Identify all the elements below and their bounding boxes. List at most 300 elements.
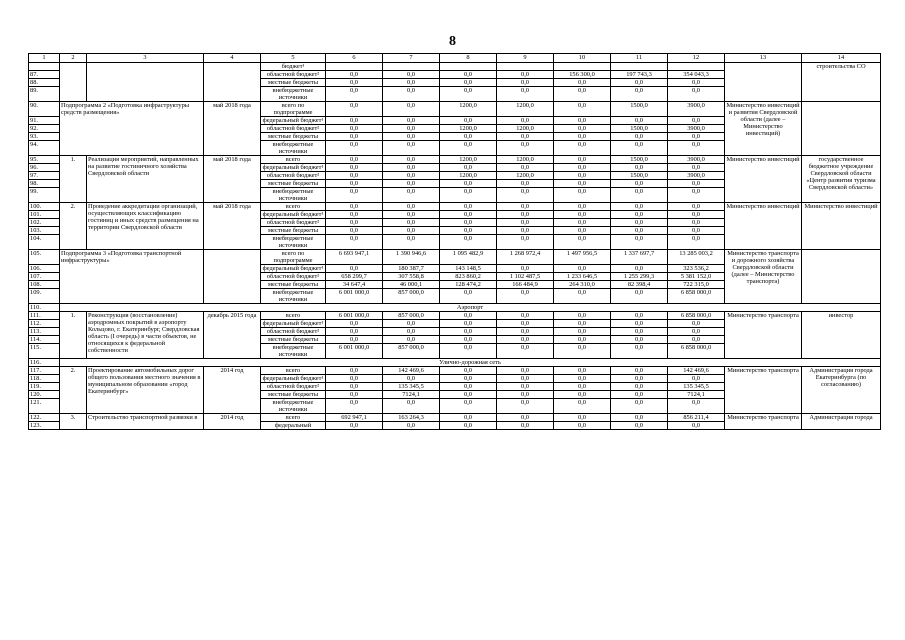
column-header: 13 xyxy=(725,54,802,63)
table-body xyxy=(29,63,881,430)
value-cell: 0,0 xyxy=(611,375,668,383)
value-cell: 0,0 xyxy=(440,71,497,79)
value-cell: 0,0 xyxy=(326,203,383,211)
value-cell: 0,0 xyxy=(440,180,497,188)
value-cell: 0,0 xyxy=(554,414,611,422)
funding-source: внебюджетные источники xyxy=(261,87,326,102)
value-cell: 0,0 xyxy=(440,391,497,399)
value-cell: 1 255 299,3 xyxy=(611,273,668,281)
funding-source: внебюджетные источники xyxy=(261,141,326,156)
row-number: 89. xyxy=(29,87,60,102)
table-row xyxy=(29,250,881,265)
funding-source: всего xyxy=(261,312,326,320)
row-number: 92. xyxy=(29,125,60,133)
deadline: декабрь 2015 года xyxy=(204,312,261,359)
table-row xyxy=(29,63,881,71)
value-cell: 1200,0 xyxy=(440,125,497,133)
section-title: Аэропорт xyxy=(60,304,881,312)
value-cell: 0,0 xyxy=(383,87,440,102)
value-cell: 0,0 xyxy=(554,203,611,211)
value-cell: 0,0 xyxy=(326,133,383,141)
value-cell: 0,0 xyxy=(440,336,497,344)
funding-source: внебюджетные источники xyxy=(261,344,326,359)
program-name: Подпрограмма 2 «Подготовка инфраструктуры средств размещения» xyxy=(60,102,204,156)
value-cell: 0,0 xyxy=(668,227,725,235)
value-cell: 1 337 697,7 xyxy=(611,250,668,265)
value-cell: 0,0 xyxy=(326,125,383,133)
value-cell: 0,0 xyxy=(440,141,497,156)
value-cell: 0,0 xyxy=(383,203,440,211)
value-cell: 0,0 xyxy=(383,117,440,125)
value-cell: 1500,0 xyxy=(611,172,668,180)
value-cell: 0,0 xyxy=(554,344,611,359)
responsible-executor: Министерство инвестиций xyxy=(725,156,802,203)
value-cell: 135 345,5 xyxy=(383,383,440,391)
value-cell: 0,0 xyxy=(668,219,725,227)
column-header: 11 xyxy=(611,54,668,63)
value-cell: 0,0 xyxy=(554,172,611,180)
value-cell: 0,0 xyxy=(326,219,383,227)
value-cell: 1200,0 xyxy=(440,102,497,117)
row-number: 122. xyxy=(29,414,60,422)
row-number: 88. xyxy=(29,79,60,87)
funding-source: областной бюджет² xyxy=(261,273,326,281)
value-cell: 0,0 xyxy=(383,219,440,227)
row-number: 107. xyxy=(29,273,60,281)
item-number: 1. xyxy=(60,312,87,359)
value-cell: 0,0 xyxy=(383,336,440,344)
column-header: 3 xyxy=(87,54,204,63)
funding-source: внебюджетные источники xyxy=(261,188,326,203)
value-cell: 166 484,9 xyxy=(497,281,554,289)
value-cell: 0,0 xyxy=(497,117,554,125)
value-cell: 0,0 xyxy=(668,399,725,414)
value-cell: 0,0 xyxy=(611,320,668,328)
deadline xyxy=(204,250,261,304)
value-cell: 0,0 xyxy=(611,414,668,422)
value-cell: 0,0 xyxy=(611,312,668,320)
value-cell: 0,0 xyxy=(554,320,611,328)
value-cell: 6 001 000,0 xyxy=(326,289,383,304)
table-row xyxy=(29,312,881,320)
funding-source: всего xyxy=(261,156,326,164)
value-cell: 0,0 xyxy=(497,180,554,188)
value-cell: 0,0 xyxy=(668,375,725,383)
value-cell: 180 387,7 xyxy=(383,265,440,273)
value-cell: 6 001 000,0 xyxy=(326,312,383,320)
recipient xyxy=(802,102,881,156)
row-number xyxy=(29,63,60,71)
row-number: 93. xyxy=(29,133,60,141)
value-cell: 0,0 xyxy=(611,203,668,211)
value-cell: 1 233 646,5 xyxy=(554,273,611,281)
value-cell: 722 315,0 xyxy=(668,281,725,289)
value-cell: 0,0 xyxy=(383,125,440,133)
measure-name: Строительство транспортной развязки в xyxy=(87,414,204,430)
value-cell: 0,0 xyxy=(440,87,497,102)
deadline: май 2018 года xyxy=(204,203,261,250)
value-cell: 0,0 xyxy=(611,87,668,102)
value-cell: 0,0 xyxy=(554,422,611,430)
value-cell: 1200,0 xyxy=(497,102,554,117)
value-cell: 0,0 xyxy=(668,211,725,219)
value-cell: 6 858 000,0 xyxy=(668,289,725,304)
value-cell: 0,0 xyxy=(383,156,440,164)
value-cell: 0,0 xyxy=(611,211,668,219)
value-cell: 0,0 xyxy=(383,172,440,180)
section-title: Улично-дорожная сеть xyxy=(60,359,881,367)
value-cell: 0,0 xyxy=(611,265,668,273)
value-cell: 0,0 xyxy=(440,320,497,328)
value-cell: 0,0 xyxy=(383,133,440,141)
value-cell: 3900,0 xyxy=(668,102,725,117)
value-cell: 0,0 xyxy=(668,117,725,125)
row-number: 120. xyxy=(29,391,60,399)
item-number: 1. xyxy=(60,156,87,203)
value-cell: 0,0 xyxy=(554,312,611,320)
value-cell: 0,0 xyxy=(668,336,725,344)
value-cell: 0,0 xyxy=(497,71,554,79)
value-cell: 1200,0 xyxy=(497,125,554,133)
value-cell: 0,0 xyxy=(326,422,383,430)
value-cell: 0,0 xyxy=(383,320,440,328)
value-cell: 156 300,0 xyxy=(554,71,611,79)
value-cell: 0,0 xyxy=(326,172,383,180)
section-row xyxy=(29,359,881,367)
value-cell: 0,0 xyxy=(497,383,554,391)
responsible-executor xyxy=(725,63,802,102)
funding-source: местные бюджеты xyxy=(261,281,326,289)
funding-source: внебюджетные источники xyxy=(261,235,326,250)
row-number: 90. xyxy=(29,102,60,117)
row-number: 121. xyxy=(29,399,60,414)
value-cell: 142 469,6 xyxy=(383,367,440,375)
value-cell: 0,0 xyxy=(326,71,383,79)
item-number: 2. xyxy=(60,367,87,414)
row-number: 87. xyxy=(29,71,60,79)
value-cell: 0,0 xyxy=(497,265,554,273)
funding-source: областной бюджет² xyxy=(261,172,326,180)
value-cell: 0,0 xyxy=(554,164,611,172)
value-cell: 0,0 xyxy=(554,211,611,219)
row-number: 96. xyxy=(29,164,60,172)
value-cell: 0,0 xyxy=(554,156,611,164)
value-cell: 0,0 xyxy=(497,211,554,219)
value-cell: 0,0 xyxy=(440,375,497,383)
value-cell: 6 693 947,1 xyxy=(326,250,383,265)
value-cell: 0,0 xyxy=(440,203,497,211)
section-row xyxy=(29,304,881,312)
table-row xyxy=(29,414,881,422)
value-cell: 5 381 152,0 xyxy=(668,273,725,281)
value-cell: 0,0 xyxy=(611,141,668,156)
value-cell: 0,0 xyxy=(326,336,383,344)
value-cell: 0,0 xyxy=(611,164,668,172)
recipient: Министерство инвестиций xyxy=(802,203,881,250)
value-cell: 0,0 xyxy=(497,399,554,414)
column-header: 2 xyxy=(60,54,87,63)
row-number: 108. xyxy=(29,281,60,289)
value-cell: 0,0 xyxy=(383,211,440,219)
value-cell xyxy=(383,63,440,71)
value-cell: 0,0 xyxy=(383,71,440,79)
value-cell: 1500,0 xyxy=(611,156,668,164)
value-cell: 0,0 xyxy=(554,87,611,102)
value-cell: 0,0 xyxy=(440,312,497,320)
value-cell: 0,0 xyxy=(668,235,725,250)
value-cell: 0,0 xyxy=(440,79,497,87)
value-cell: 0,0 xyxy=(668,422,725,430)
row-number: 104. xyxy=(29,235,60,250)
value-cell: 0,0 xyxy=(383,102,440,117)
value-cell: 0,0 xyxy=(440,367,497,375)
value-cell: 0,0 xyxy=(383,235,440,250)
value-cell: 0,0 xyxy=(497,79,554,87)
value-cell: 0,0 xyxy=(554,117,611,125)
responsible-executor: Министерство инвестиций и развития Свердловской области (далее – Министерство инвестиций) xyxy=(725,102,802,156)
funding-source: всего xyxy=(261,203,326,211)
value-cell: 692 947,1 xyxy=(326,414,383,422)
recipient: инвестор xyxy=(802,312,881,359)
value-cell: 856 211,4 xyxy=(668,414,725,422)
value-cell: 0,0 xyxy=(668,133,725,141)
budget-table xyxy=(28,53,881,430)
value-cell: 0,0 xyxy=(440,133,497,141)
value-cell: 0,0 xyxy=(611,117,668,125)
deadline: май 2018 года xyxy=(204,156,261,203)
deadline: 2014 год xyxy=(204,414,261,430)
value-cell: 82 398,4 xyxy=(611,281,668,289)
page-number: 8 xyxy=(449,34,456,49)
value-cell: 307 558,8 xyxy=(383,273,440,281)
row-number: 98. xyxy=(29,180,60,188)
value-cell: 0,0 xyxy=(554,79,611,87)
value-cell: 0,0 xyxy=(326,328,383,336)
row-number: 106. xyxy=(29,265,60,273)
value-cell: 3900,0 xyxy=(668,172,725,180)
value-cell: 0,0 xyxy=(497,328,554,336)
value-cell: 197 743,3 xyxy=(611,71,668,79)
value-cell: 0,0 xyxy=(554,383,611,391)
value-cell: 6 858 000,0 xyxy=(668,312,725,320)
recipient: Администрация города Екатеринбурга (по согласованию) xyxy=(802,367,881,414)
row-number: 91. xyxy=(29,117,60,125)
value-cell: 34 647,4 xyxy=(326,281,383,289)
value-cell: 0,0 xyxy=(383,399,440,414)
funding-source: всего по подпрограмме xyxy=(261,250,326,265)
value-cell: 0,0 xyxy=(497,375,554,383)
value-cell: 0,0 xyxy=(440,414,497,422)
value-cell: 0,0 xyxy=(668,328,725,336)
row-number: 110. xyxy=(29,304,60,312)
value-cell: 0,0 xyxy=(326,399,383,414)
value-cell: 0,0 xyxy=(326,87,383,102)
value-cell: 0,0 xyxy=(326,383,383,391)
value-cell: 323 536,2 xyxy=(668,265,725,273)
value-cell: 0,0 xyxy=(554,289,611,304)
row-number: 94. xyxy=(29,141,60,156)
value-cell: 0,0 xyxy=(497,164,554,172)
value-cell: 0,0 xyxy=(383,227,440,235)
value-cell: 0,0 xyxy=(611,367,668,375)
value-cell: 0,0 xyxy=(554,265,611,273)
value-cell: 0,0 xyxy=(440,399,497,414)
value-cell: 0,0 xyxy=(611,399,668,414)
value-cell: 46 000,1 xyxy=(383,281,440,289)
funding-source: бюджет¹ xyxy=(261,63,326,71)
program-name: Подпрограмма 3 «Подготовка транспортной инфраструктуры» xyxy=(60,250,204,304)
value-cell: 0,0 xyxy=(497,336,554,344)
value-cell: 1500,0 xyxy=(611,125,668,133)
value-cell: 0,0 xyxy=(554,227,611,235)
value-cell xyxy=(668,63,725,71)
value-cell: 0,0 xyxy=(440,344,497,359)
value-cell: 0,0 xyxy=(326,375,383,383)
recipient: строительства СО xyxy=(802,63,881,102)
value-cell: 0,0 xyxy=(497,227,554,235)
row-number: 115. xyxy=(29,344,60,359)
value-cell: 0,0 xyxy=(668,320,725,328)
value-cell: 143 148,5 xyxy=(440,265,497,273)
value-cell: 7124,1 xyxy=(668,391,725,399)
value-cell: 0,0 xyxy=(554,328,611,336)
value-cell: 6 858 000,0 xyxy=(668,344,725,359)
value-cell: 0,0 xyxy=(326,188,383,203)
value-cell: 128 474,2 xyxy=(440,281,497,289)
header-row xyxy=(29,54,881,63)
funding-source: федеральный бюджет¹ xyxy=(261,320,326,328)
funding-source: всего по подпрограмме xyxy=(261,102,326,117)
value-cell: 0,0 xyxy=(326,79,383,87)
value-cell: 857 000,0 xyxy=(383,289,440,304)
value-cell: 0,0 xyxy=(326,235,383,250)
value-cell: 0,0 xyxy=(497,320,554,328)
value-cell: 0,0 xyxy=(497,219,554,227)
deadline: май 2018 года xyxy=(204,102,261,156)
value-cell: 0,0 xyxy=(326,367,383,375)
value-cell: 0,0 xyxy=(554,133,611,141)
value-cell: 658 299,7 xyxy=(326,273,383,281)
value-cell: 0,0 xyxy=(440,289,497,304)
funding-source: местные бюджеты xyxy=(261,336,326,344)
value-cell xyxy=(326,63,383,71)
value-cell: 0,0 xyxy=(554,125,611,133)
value-cell: 0,0 xyxy=(611,188,668,203)
value-cell: 0,0 xyxy=(554,399,611,414)
value-cell: 0,0 xyxy=(326,117,383,125)
funding-source: местные бюджеты xyxy=(261,79,326,87)
value-cell: 1 268 972,4 xyxy=(497,250,554,265)
table-row xyxy=(29,102,881,117)
value-cell: 0,0 xyxy=(326,320,383,328)
value-cell: 0,0 xyxy=(326,102,383,117)
value-cell: 0,0 xyxy=(440,188,497,203)
value-cell: 1200,0 xyxy=(497,172,554,180)
funding-source: областной бюджет² xyxy=(261,383,326,391)
recipient: государственное бюджетное учреждение Свердловской области «Центр развития туризма Свердловской области» xyxy=(802,156,881,203)
value-cell: 0,0 xyxy=(554,180,611,188)
value-cell: 0,0 xyxy=(326,211,383,219)
responsible-executor: Министерство транспорта xyxy=(725,367,802,414)
value-cell: 0,0 xyxy=(326,141,383,156)
value-cell: 823 860,2 xyxy=(440,273,497,281)
responsible-executor: Министерство транспорта xyxy=(725,312,802,359)
column-header: 8 xyxy=(440,54,497,63)
value-cell: 0,0 xyxy=(383,375,440,383)
measure-name: Реализация мероприятий, направленных на развитие гостиничного хозяйства Свердловской области xyxy=(87,156,204,203)
recipient xyxy=(802,250,881,304)
value-cell: 0,0 xyxy=(440,117,497,125)
funding-source: местные бюджеты xyxy=(261,133,326,141)
value-cell: 0,0 xyxy=(668,79,725,87)
value-cell: 3900,0 xyxy=(668,125,725,133)
funding-source: областной бюджет² xyxy=(261,125,326,133)
value-cell: 0,0 xyxy=(611,336,668,344)
row-number: 103. xyxy=(29,227,60,235)
funding-source: федеральный бюджет¹ xyxy=(261,211,326,219)
table-row xyxy=(29,156,881,164)
funding-source: областной бюджет² xyxy=(261,71,326,79)
value-cell: 0,0 xyxy=(440,328,497,336)
column-header: 12 xyxy=(668,54,725,63)
value-cell: 1 102 487,5 xyxy=(497,273,554,281)
funding-source: всего xyxy=(261,414,326,422)
funding-source: федеральный xyxy=(261,422,326,430)
value-cell: 0,0 xyxy=(440,211,497,219)
value-cell xyxy=(497,63,554,71)
value-cell: 0,0 xyxy=(497,344,554,359)
value-cell: 0,0 xyxy=(611,235,668,250)
value-cell: 0,0 xyxy=(611,391,668,399)
item-number: 3. xyxy=(60,414,87,430)
column-header: 5 xyxy=(261,54,326,63)
value-cell: 142 469,6 xyxy=(668,367,725,375)
value-cell: 0,0 xyxy=(497,414,554,422)
deadline xyxy=(204,63,261,102)
measure-name: Реконструкция (восстановление) аэродромных покрытий в аэропорту Кольцово, г. Екатеринбург, Свердловская область (I очередь) в части объектов, не относящихся к федеральной собственности xyxy=(87,312,204,359)
column-header: 1 xyxy=(29,54,60,63)
value-cell: 0,0 xyxy=(383,422,440,430)
row-number: 118. xyxy=(29,375,60,383)
value-cell xyxy=(440,63,497,71)
value-cell: 0,0 xyxy=(440,219,497,227)
value-cell: 0,0 xyxy=(497,367,554,375)
row-number: 101. xyxy=(29,211,60,219)
value-cell: 0,0 xyxy=(383,164,440,172)
value-cell: 0,0 xyxy=(611,383,668,391)
value-cell: 0,0 xyxy=(383,180,440,188)
measure-name: Проведение аккредитации организаций, осуществляющих классификацию гостиниц и иных средств размещения на территории Свердловской области xyxy=(87,203,204,250)
row-number: 97. xyxy=(29,172,60,180)
measure-name xyxy=(87,63,204,102)
value-cell: 0,0 xyxy=(497,133,554,141)
value-cell: 0,0 xyxy=(497,312,554,320)
value-cell: 0,0 xyxy=(554,367,611,375)
value-cell: 1500,0 xyxy=(611,102,668,117)
measure-name: Проектирование автомобильных дорог общего пользования местного значения в муниципальном образовании «город Екатеринбург» xyxy=(87,367,204,414)
funding-source: федеральный бюджет¹ xyxy=(261,164,326,172)
value-cell: 0,0 xyxy=(326,180,383,188)
value-cell: 0,0 xyxy=(554,219,611,227)
value-cell: 1200,0 xyxy=(440,172,497,180)
value-cell: 0,0 xyxy=(668,164,725,172)
value-cell: 0,0 xyxy=(668,203,725,211)
funding-source: местные бюджеты xyxy=(261,227,326,235)
value-cell: 1200,0 xyxy=(440,156,497,164)
value-cell: 0,0 xyxy=(440,235,497,250)
funding-source: местные бюджеты xyxy=(261,180,326,188)
value-cell: 7124,1 xyxy=(383,391,440,399)
